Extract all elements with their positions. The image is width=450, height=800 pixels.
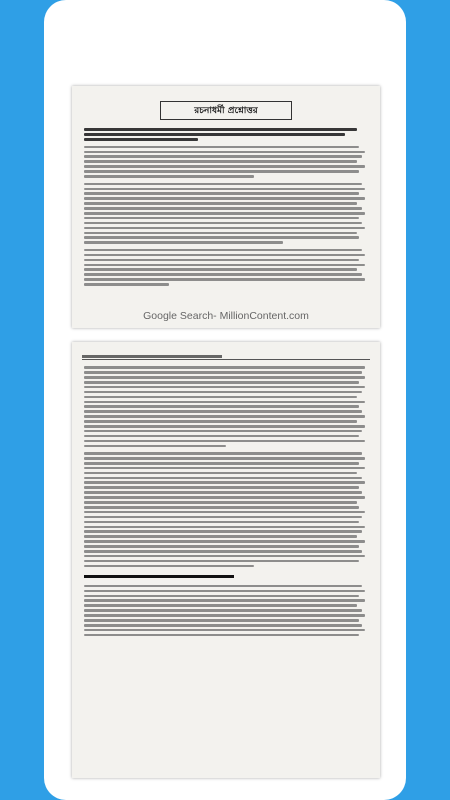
page-header <box>82 353 370 360</box>
document-page-top <box>72 86 380 328</box>
document-page-bottom <box>72 342 380 778</box>
question-2-text <box>72 581 380 641</box>
document-heading: রচনাধর্মী প্রশ্নোত্তর <box>160 101 292 120</box>
answer-continued-text <box>72 362 380 572</box>
source-caption: Google Search- MillionContent.com <box>143 310 309 322</box>
question-1-text <box>72 124 380 290</box>
question-2-heading <box>84 575 234 578</box>
